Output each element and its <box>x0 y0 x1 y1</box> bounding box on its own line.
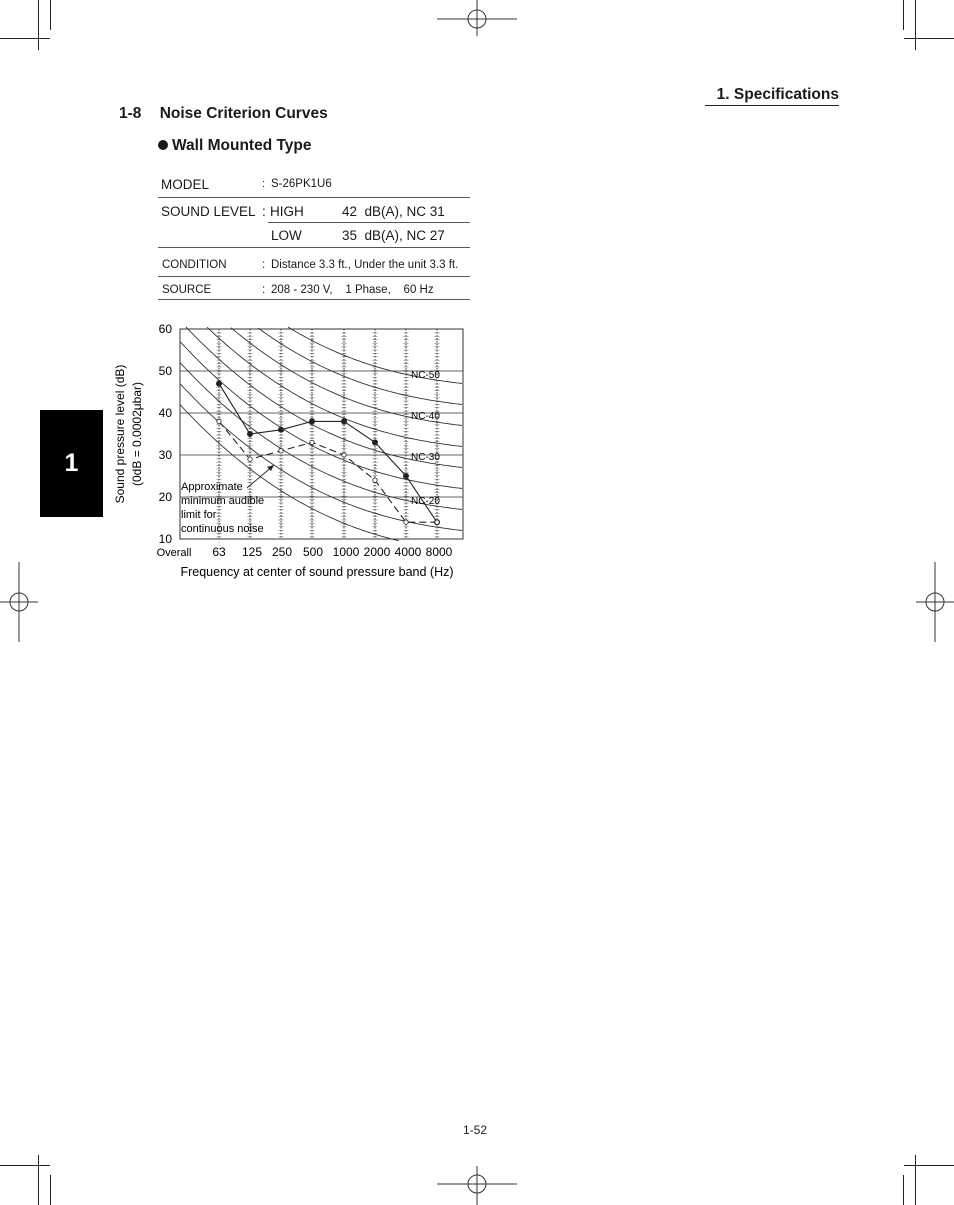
x-tick-label: 63 <box>212 545 226 559</box>
data-point <box>403 473 408 478</box>
subheading-text: Wall Mounted Type <box>172 137 312 154</box>
colon: : <box>262 259 266 271</box>
colon: : <box>262 178 266 190</box>
x-tick-label: 1000 <box>332 545 360 559</box>
nc-label: NC-50 <box>411 370 440 381</box>
y-axis-label-reference: (0dB = 0.0002μbar) <box>130 382 144 486</box>
data-point <box>247 431 252 436</box>
model-value: S-26PK1U6 <box>271 178 332 190</box>
data-point <box>404 520 408 524</box>
annotation-text: continuous noise <box>181 523 264 535</box>
x-tick-label: 4000 <box>394 545 422 559</box>
x-tick-label: 8000 <box>425 545 453 559</box>
data-point <box>341 419 346 424</box>
source-label: SOURCE <box>162 284 212 296</box>
data-point <box>372 440 377 445</box>
annotation-text: minimum audible <box>181 495 265 507</box>
y-axis-label: Sound pressure level (dB) <box>113 364 127 504</box>
annotation-text: limit for <box>181 509 217 521</box>
divider <box>158 197 470 198</box>
y-tick-label: 50 <box>158 364 172 378</box>
divider <box>158 247 470 248</box>
nc-chart <box>100 318 500 588</box>
divider <box>158 276 470 277</box>
condition-label: CONDITION <box>162 259 227 271</box>
bullet-icon <box>158 140 168 150</box>
condition-value: Distance 3.3 ft., Under the unit 3.3 ft. <box>271 259 459 271</box>
colon: : <box>262 204 266 219</box>
nc-curves <box>180 327 462 541</box>
series-line <box>219 421 437 522</box>
data-point <box>216 381 221 386</box>
y-tick-label: 60 <box>158 322 172 336</box>
y-tick-label: 30 <box>158 448 172 462</box>
section-heading <box>119 105 328 123</box>
x-tick-label: 125 <box>241 545 263 559</box>
data-point <box>248 457 252 461</box>
data-point <box>435 520 439 524</box>
x-tick-label: 2000 <box>363 545 391 559</box>
annotation <box>181 465 274 535</box>
x-tick-label: 250 <box>271 545 293 559</box>
data-point <box>310 440 314 444</box>
data-point <box>373 478 377 482</box>
nc-label: NC-20 <box>411 496 440 507</box>
data-point <box>278 427 283 432</box>
y-tick-label: 10 <box>158 532 172 546</box>
heading-number: 1-8 <box>119 105 142 122</box>
nc-label: NC-40 <box>411 411 440 422</box>
nc-label: NC-30 <box>411 452 440 463</box>
chapter-tab: 1 <box>40 410 103 517</box>
y-tick-label: 40 <box>158 406 172 420</box>
divider <box>158 299 470 300</box>
model-label: MODEL <box>161 177 210 192</box>
low-value: 35 dB(A), NC 27 <box>342 228 445 243</box>
high-label: HIGH <box>270 204 304 219</box>
annotation-text: Approximate <box>181 481 243 493</box>
x-axis-label: Frequency at center of sound pressure band (Hz) <box>180 565 454 579</box>
low-label: LOW <box>271 228 302 243</box>
data-point <box>279 449 283 453</box>
x-tick-label: 500 <box>302 545 324 559</box>
subheading <box>158 137 312 155</box>
section-header: 1. Specifications <box>705 86 839 106</box>
data-point <box>309 419 314 424</box>
heading-title: Noise Criterion Curves <box>159 105 328 122</box>
nc-curve <box>258 328 462 405</box>
nc-curve <box>207 327 462 446</box>
source-value: 208 - 230 V, 1 Phase, 60 Hz <box>271 284 434 296</box>
plot-frame <box>180 329 463 539</box>
page-number: 1-52 <box>463 1123 488 1137</box>
high-value: 42 dB(A), NC 31 <box>342 204 445 219</box>
data-point <box>342 453 346 457</box>
x-tick-label: Overall <box>156 547 192 559</box>
colon: : <box>262 284 266 296</box>
y-tick-label: 20 <box>158 490 172 504</box>
divider <box>268 222 470 223</box>
data-point <box>217 419 221 423</box>
sound-level-label: SOUND LEVEL <box>161 204 256 219</box>
